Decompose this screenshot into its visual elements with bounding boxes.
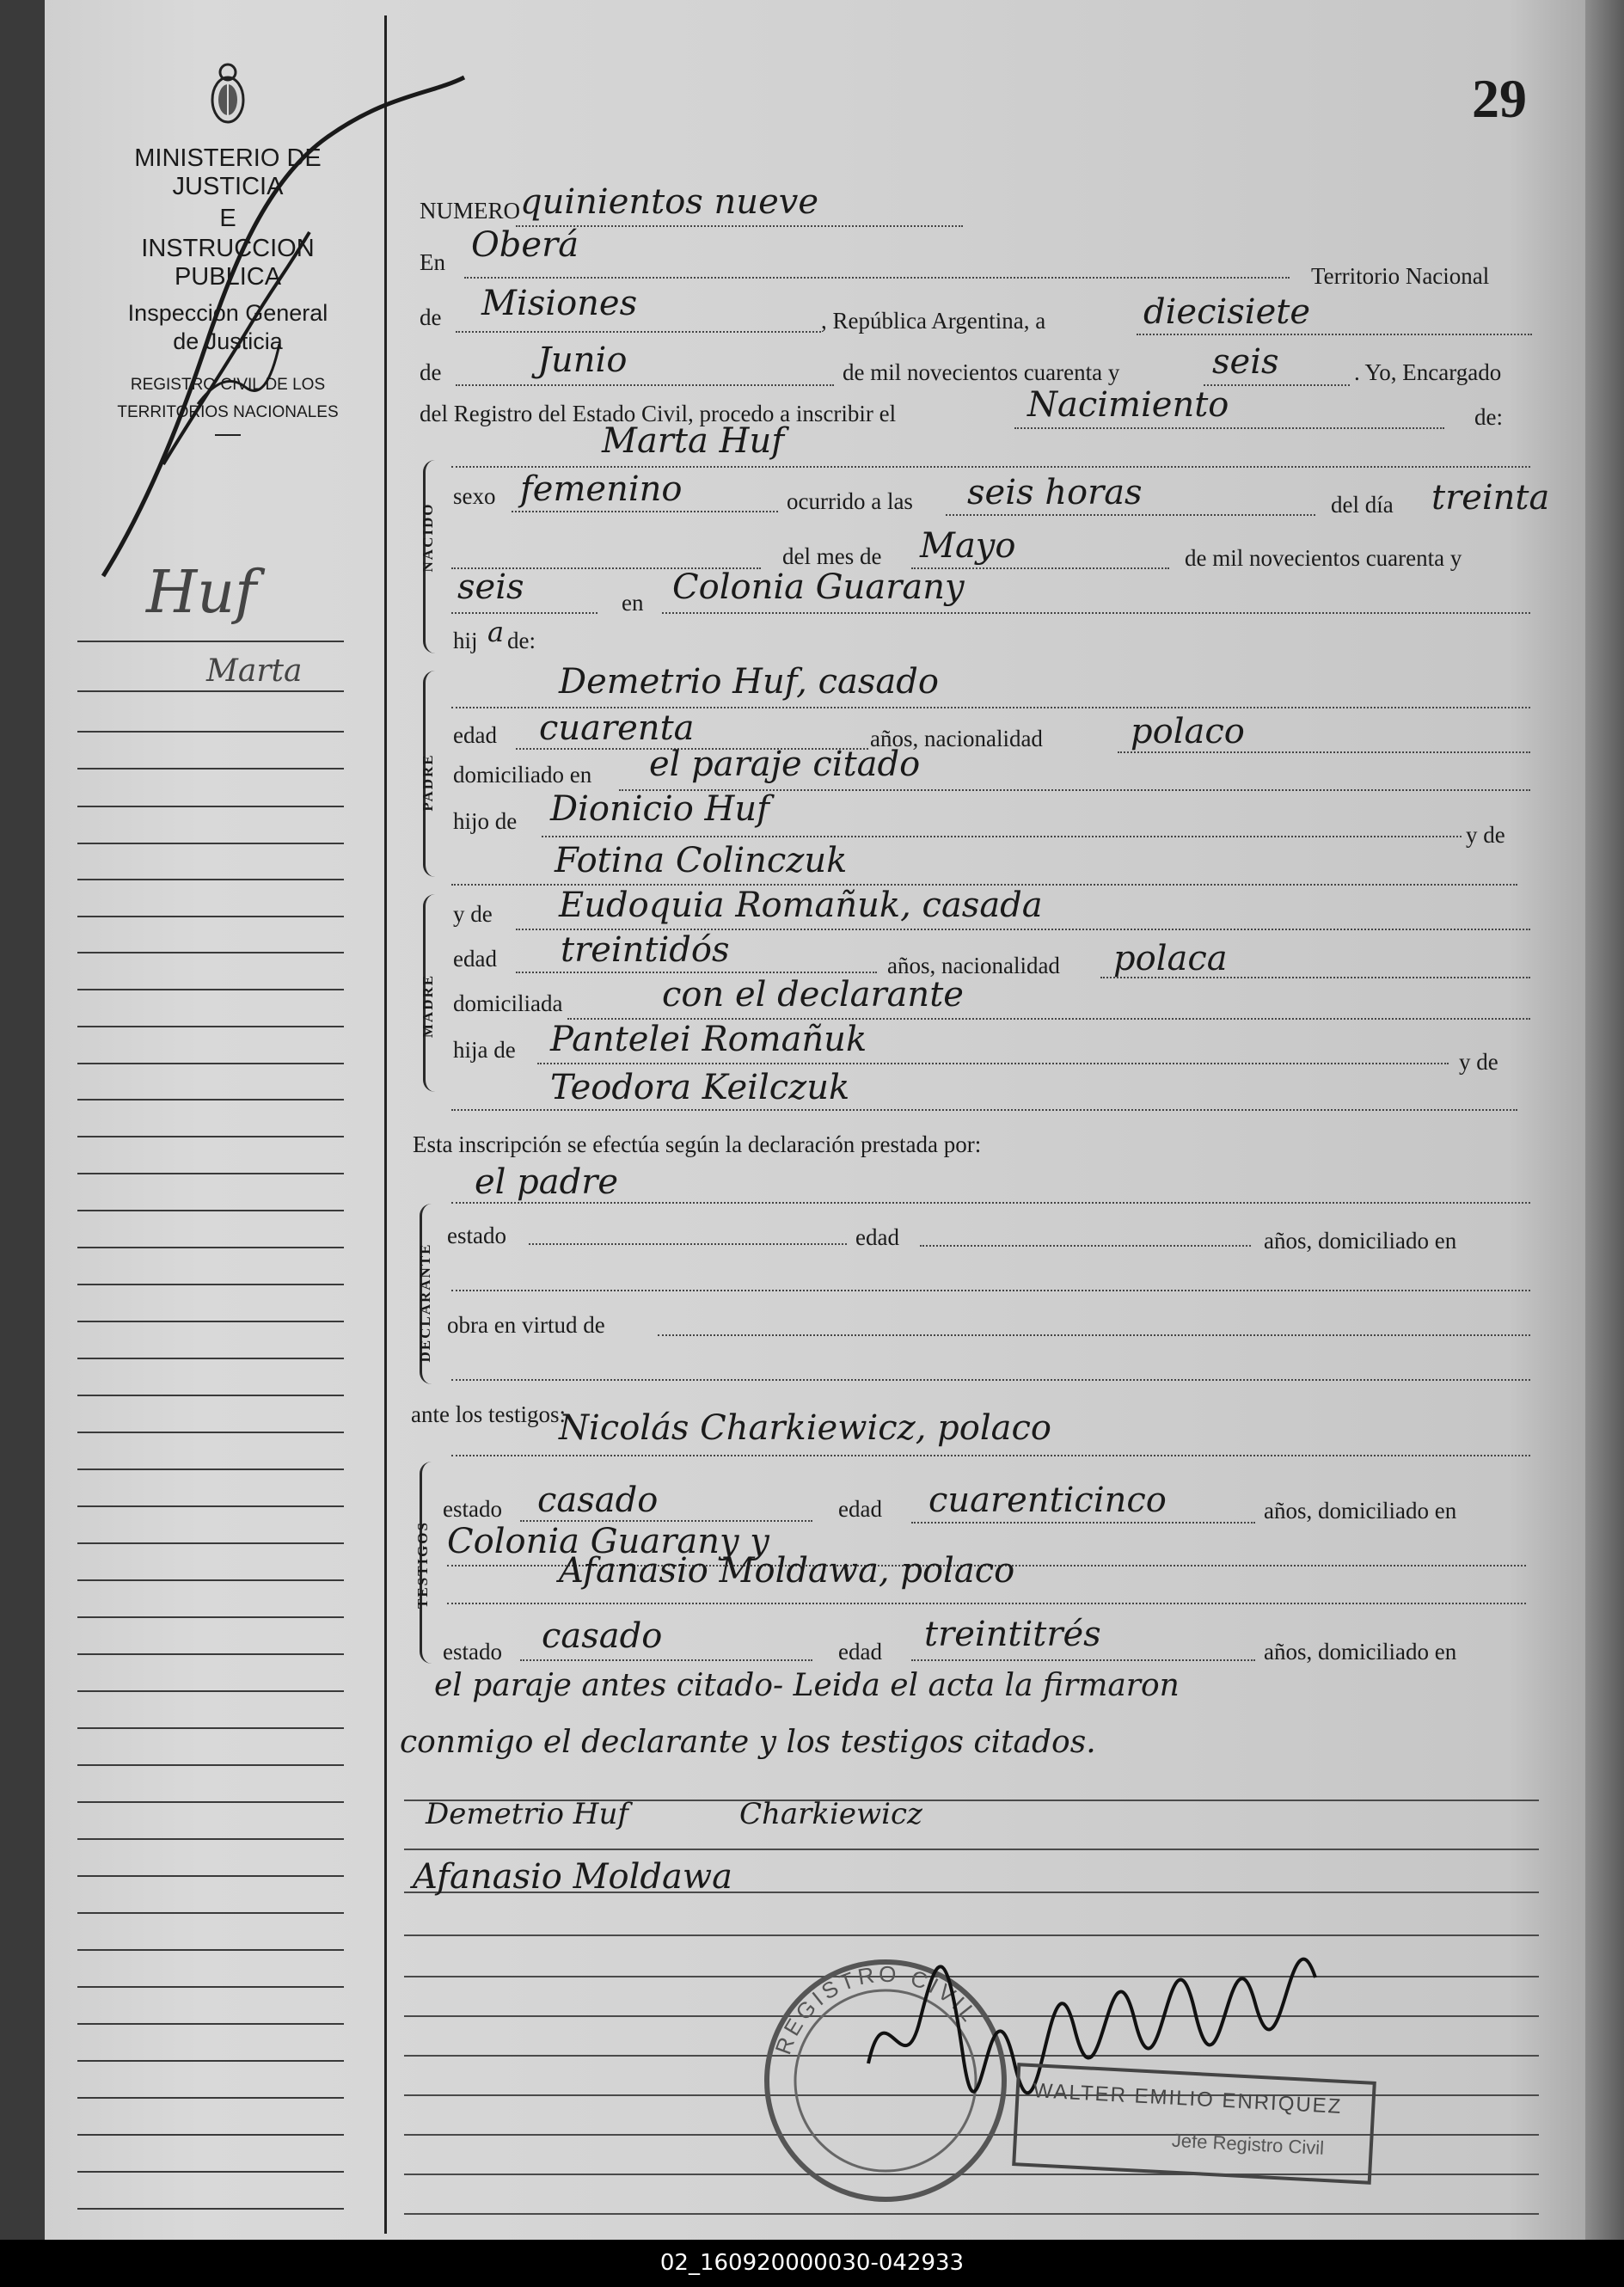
hw-territorio: Misiones (481, 284, 638, 323)
hw-dia-nac: treinta (1431, 478, 1550, 518)
hw-mes-nac: Mayo (920, 526, 1016, 566)
label-estado: estado (447, 1223, 506, 1248)
label-de-colon: de: (1474, 404, 1503, 430)
hw-nombre: Marta Huf (602, 421, 785, 461)
side-label-nacido: NACIDO (420, 502, 436, 573)
label-hijo-de: hijo de (453, 808, 518, 834)
label-registro: del Registro del Estado Civil, procedo a inscribir el (420, 401, 897, 426)
label-del-dia: del día (1331, 492, 1394, 518)
hw-padre-y-de: Fotina Colinczuk (555, 841, 848, 880)
label-sexo: sexo (453, 483, 496, 509)
hw-hij-suffix: a (487, 616, 505, 648)
hw-testigo1-edad: cuarenticinco (928, 1481, 1167, 1520)
label-territorio: Territorio Nacional (1311, 263, 1490, 289)
hw-lugar: Oberá (471, 225, 579, 265)
hw-cierre-1: el paraje antes citado- Leida el acta la firmaron (434, 1668, 1180, 1703)
label-hij: hij (453, 628, 478, 653)
hw-madre-hija-de: Pantelei Romañuk (550, 1020, 867, 1059)
margin-surname: Huf (146, 559, 257, 627)
page-number: 29 (1472, 68, 1527, 129)
hw-mes: Junio (537, 340, 628, 380)
label-yo: . Yo, Encargado (1354, 359, 1502, 385)
side-label-madre: MADRE (420, 973, 436, 1039)
hw-testigo2-edad: treintitrés (924, 1615, 1101, 1654)
label-republica: , República Argentina, a (821, 308, 1046, 334)
header-registry: REGISTRO CIVIL DE LOS (130, 376, 326, 394)
margin-given-name: Marta (206, 653, 303, 689)
hw-declarante: el padre (475, 1162, 619, 1202)
hw-testigo1-estado: casado (537, 1481, 659, 1520)
hw-anio-nac: seis (457, 567, 524, 607)
hw-sexo: femenino (520, 469, 683, 509)
label-en-2: en (622, 590, 644, 616)
hw-testigo2: Afanasio Moldawa, polaco (559, 1551, 1015, 1591)
label-estado-3: estado (443, 1639, 502, 1665)
hw-testigo1-dom: Colonia Guarany y (447, 1522, 769, 1561)
label-anos-nac-2: años, nacionalidad (887, 953, 1060, 978)
label-edad-2: edad (453, 946, 497, 972)
hw-hora: seis horas (967, 473, 1143, 512)
previous-page-edge (0, 0, 52, 2240)
label-y-de-2: y de (1459, 1049, 1498, 1075)
hw-padre-dom: el paraje citado (649, 745, 921, 784)
label-esta: Esta inscripción se efectúa según la declaración prestada por: (413, 1131, 982, 1157)
label-ocurrido: ocurrido a las (787, 488, 913, 514)
label-hija-de: hija de (453, 1037, 516, 1063)
side-label-testigos: TESTIGOS (414, 1521, 431, 1609)
signature-moldawa: Afanasio Moldawa (413, 1857, 732, 1897)
hw-madre-dom: con el declarante (662, 975, 964, 1015)
seal-text: REGISTRO CIVIL (769, 1960, 984, 2058)
hw-lugar-nac: Colonia Guarany (672, 567, 965, 607)
official-stamp (1012, 2063, 1376, 2185)
header-conjunction: E (219, 205, 236, 232)
signature-demetrio: Demetrio Huf (426, 1797, 628, 1831)
label-en: En (420, 249, 445, 275)
signature-charkiewicz: Charkiewicz (739, 1797, 922, 1831)
header-ministry: MINISTERIO DE JUSTICIA (134, 144, 322, 200)
label-de-mil-2: de mil novecientos cuarenta y (1185, 545, 1462, 571)
image-caption: 02_160920000030-042933 (0, 2240, 1624, 2287)
side-label-padre: PADRE (420, 753, 436, 812)
hw-testigo1: Nicolás Charkiewicz, polaco (559, 1408, 1051, 1448)
label-ante: ante los testigos: (411, 1401, 566, 1427)
hw-cierre-2: conmigo el declarante y los testigos citados. (400, 1725, 1096, 1760)
label-anos-nac: años, nacionalidad (870, 726, 1043, 751)
stamp-name: WALTER EMILIO ENRIQUEZ (1033, 2079, 1343, 2118)
hw-testigo2-estado: casado (542, 1616, 663, 1656)
hw-padre-edad: cuarenta (539, 708, 695, 748)
label-anos-dom-3: años, domiciliado en (1264, 1639, 1457, 1665)
label-edad-3: edad (855, 1224, 899, 1250)
label-de-2: de (420, 359, 442, 385)
label-domiciliada: domiciliada (453, 990, 563, 1016)
hw-padre-hijo-de: Dionicio Huf (550, 789, 769, 829)
header-justice: de Justicia (173, 328, 283, 354)
header-instruction: INSTRUCCION PUBLICA (141, 235, 315, 291)
label-de-3: de: (507, 628, 536, 653)
label-y-de: y de (1466, 822, 1505, 848)
label-edad-4: edad (838, 1496, 882, 1522)
label-edad: edad (453, 722, 497, 748)
hw-numero: quinientos nueve (520, 182, 819, 222)
hw-madre: Eudoquia Romañuk, casada (559, 886, 1043, 925)
label-del-mes: del mes de (782, 543, 882, 569)
header-territories: TERRITORIOS NACIONALES (117, 403, 339, 421)
label-numero: NUMERO (420, 198, 521, 224)
label-y-de-left: y de (453, 901, 493, 927)
hw-dia: diecisiete (1143, 292, 1311, 332)
label-obra: obra en virtud de (447, 1312, 605, 1338)
stamp-title: Jefe Registro Civil (1171, 2129, 1325, 2159)
hw-acto: Nacimiento (1027, 385, 1229, 425)
label-de-mil: de mil novecientos cuarenta y (843, 359, 1120, 385)
label-edad-5: edad (838, 1639, 882, 1665)
label-estado-2: estado (443, 1496, 502, 1522)
hw-madre-y-de: Teodora Keilczuk (550, 1068, 850, 1107)
hw-anio: seis (1212, 342, 1279, 382)
label-anos-dom: años, domiciliado en (1264, 1228, 1457, 1254)
hw-padre-nac: polaco (1131, 712, 1245, 751)
side-label-declarante: DECLARANTE (417, 1242, 433, 1363)
label-de-1: de (420, 304, 442, 330)
hw-madre-edad: treintidós (561, 930, 730, 970)
binding-edge (1585, 0, 1624, 2240)
label-domiciliado-en: domiciliado en (453, 762, 592, 788)
label-anos-dom-2: años, domiciliado en (1264, 1498, 1457, 1524)
header-inspection: Inspección General (127, 300, 328, 326)
hw-madre-nac: polaca (1113, 939, 1228, 978)
hw-padre: Demetrio Huf, casado (559, 662, 939, 702)
